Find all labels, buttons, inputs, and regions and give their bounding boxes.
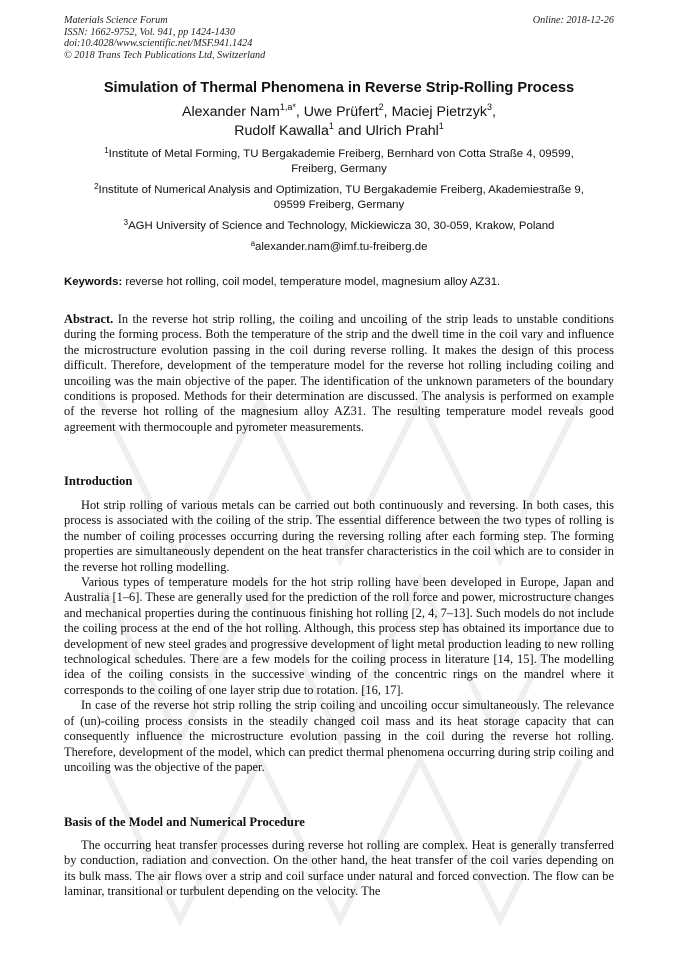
author-superscript: 2: [378, 102, 384, 112]
abstract-text: In the reverse hot strip rolling, the coiling and uncoiling of the strip leads to unstable conditions during the forming process. Both the temperature of the strip and the dwell time in the coil vary and influence the microstructure evolution passing in the coil during reverse rolling. It makes the design of this process difficult. Therefore, development of the temperature model for the reverse hot rolling including coiling and uncoiling was the main objective of the paper. The identification of the unknown parameters of the boundary conditions is proposed. Methods for their determination are discussed. The analysis is performed on example of the reverse hot rolling of the magnesium alloy AZ31. The resulting temperature model reveals good agreement with thermocouple and pyrometer measurements.: [64, 312, 614, 434]
author-line-2: [0, 122, 678, 141]
introduction-body: [64, 498, 614, 775]
abstract: [64, 312, 614, 435]
author-list: [0, 103, 678, 141]
affiliation-3: [40, 219, 638, 234]
author-name: Ulrich Prahl: [365, 123, 439, 139]
journal-copyright: © 2018 Trans Tech Publications Ltd, Switzerland: [64, 49, 266, 61]
email-marker: a: [250, 239, 256, 248]
journal-issn: ISSN: 1662-9752, Vol. 941, pp 1424-1430: [64, 26, 235, 38]
keywords-text: reverse hot rolling, coil model, temperature model, magnesium alloy AZ31.: [125, 276, 501, 288]
affiliation-text: AGH University of Science and Technology, Mickiewicza 30, 30-059, Krakow, Poland: [128, 220, 555, 232]
online-date: Online: 2018-12-26: [532, 15, 614, 26]
keywords-label: Keywords:: [64, 276, 123, 288]
author-superscript: 1,a*: [279, 102, 296, 112]
author-conjunction: and: [337, 123, 362, 139]
paragraph: In case of the reverse hot strip rolling the strip coiling and uncoiling occur simultaneously. The relevance of (un)-coiling process consists in the steadily changed coil mass and its heat storage capacity that can consequently influence the microstructure evolution passing in the coil during the reverse hot rolling. Therefore, development of the model, which can predict thermal phenomena occurring during strip coiling and uncoiling was the objective of the paper.: [64, 698, 614, 774]
abstract-label: Abstract.: [64, 312, 114, 326]
author-email: [0, 241, 678, 253]
author-superscript: 1: [438, 121, 444, 131]
affiliation-1: [40, 147, 638, 178]
author-name: Maciej Pietrzyk: [391, 104, 487, 120]
affiliation-2: [40, 183, 638, 214]
author-name: Rudolf Kawalla: [234, 123, 329, 139]
author-superscript: 3: [486, 102, 492, 112]
affiliation-text: Freiberg, Germany: [291, 163, 387, 176]
paper-title: Simulation of Thermal Phenomena in Reverse Strip-Rolling Process: [103, 80, 575, 96]
author-name: Uwe Prüfert: [303, 104, 379, 120]
affiliation-marker: 3: [123, 218, 129, 227]
paragraph: Hot strip rolling of various metals can be carried out both continuously and reversing. In both cases, this process is associated with the coiling of the strip. The essential difference between the two types of rolling is the number of coiling processes occurring during the reversing rolling after each forming step. The forming properties are simultaneously dependent on the heat transfer characteristics in the coil which are to consider in the reverse hot rolling modelling.: [64, 498, 614, 574]
keywords: [64, 276, 616, 288]
affiliation-marker: 2: [94, 182, 99, 191]
journal-doi: doi:10.4028/www.scientific.net/MSF.941.1424: [64, 38, 253, 50]
affiliation-text: 09599 Freiberg, Germany: [273, 199, 405, 212]
paragraph: The occurring heat transfer processes during reverse hot rolling are complex. Heat is generally transferred by conduction, radiation and convection. On the other hand, the heat transfer of the coil varies depending on its bulk mass. The air flows over a strip and coil surface under natural and forced convection. The flow can be laminar, transitional or turbulent depending on the velocity. The: [64, 838, 614, 899]
paragraph: Various types of temperature models for the hot strip rolling have been developed in Europe, Japan and Australia [1–6]. These are generally used for the prediction of the roll force and power, microstructure changes and mechanical properties during the continuous finishing hot rolling [2, 4, 7–13]. Such models do not include the coiling process at the end of the hot rolling. Although, this process step has obtained its importance due to development of new steel grades and progressive development of light metal production leading to new rolling technological schedules. There are a few models for the coiling process in literature [14, 15]. The modelling idea of the coiling consists in the successive winding of the concentric rings on the mandrel where it corresponds to the coiling of one layer strip due to rotation. [16, 17].: [64, 575, 614, 697]
email-address: alexander.nam@imf.tu-freiberg.de: [255, 241, 428, 253]
affiliation-text: Institute of Metal Forming, TU Bergakademie Freiberg, Bernhard von Cotta Straße 4, 09599,: [108, 148, 574, 160]
journal-header: [64, 15, 265, 61]
author-line-1: Alexander Nam$^{1,a*}$, Uwe Prüfert$^2$, Maciej Pietrzyk$^3$,: [182, 102, 496, 120]
author-name: Alexander Nam: [182, 104, 280, 120]
basis-body: [64, 838, 614, 900]
section-heading-introduction: Introduction: [64, 474, 133, 488]
affiliation-text: Institute of Numerical Analysis and Optimization, TU Bergakademie Freiberg, Akademiestraße 9,: [98, 184, 584, 196]
author-superscript: 1: [328, 121, 334, 131]
journal-name: Materials Science Forum: [64, 15, 168, 26]
affiliation-marker: 1: [104, 146, 109, 155]
section-heading-basis: Basis of the Model and Numerical Procedure: [64, 815, 305, 829]
